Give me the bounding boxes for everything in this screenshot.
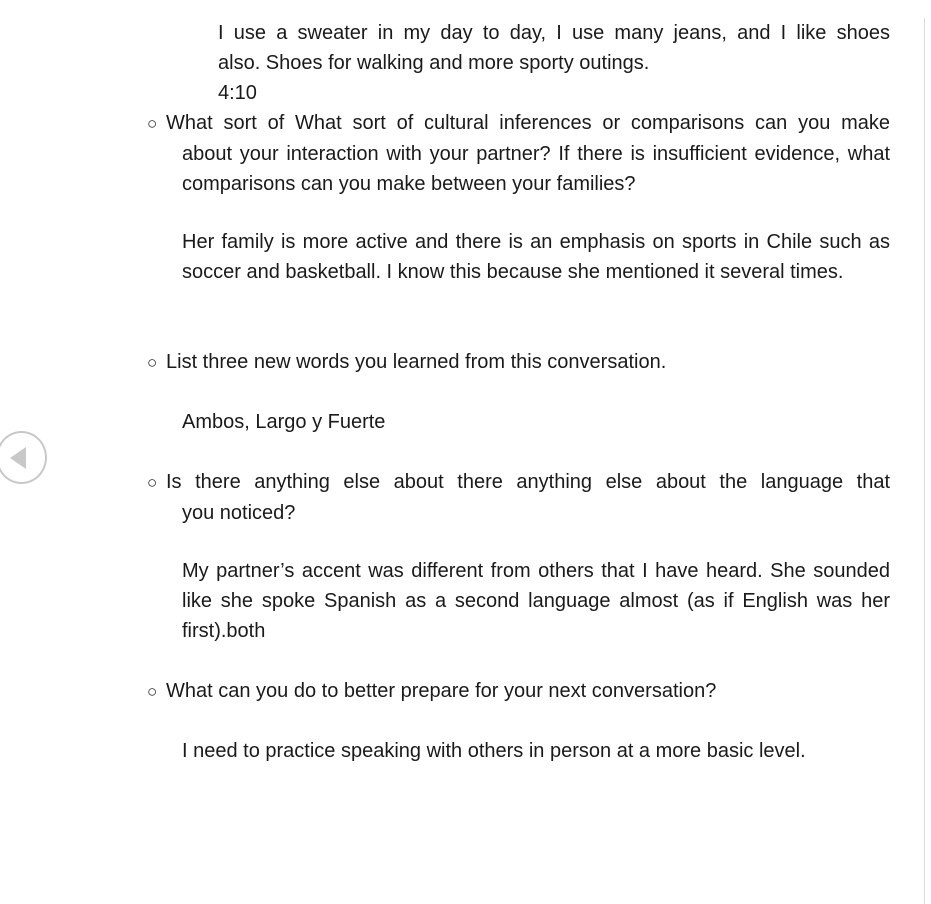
answer-3: My partner’s accent was different from others that I have heard. She sounded like she spoke Spanish as a second language almost (as if English was her first).both: [182, 560, 890, 642]
bullet-icon: ○: [147, 114, 158, 133]
answer-4: I need to practice speaking with others in person at a more basic level.: [182, 740, 806, 762]
chevron-left-icon: [6, 445, 30, 471]
intro-paragraph: [218, 18, 890, 78]
answer-2: Ambos, Largo y Fuerte: [182, 411, 386, 433]
question-3: [147, 467, 890, 528]
question-1-text: What sort of What sort of cultural inferences or comparisons can you make: [166, 112, 890, 134]
question-3-text: Is there anything else about there anything else about the language that: [166, 471, 890, 493]
page-edge-divider: [924, 18, 925, 904]
question-1-continuation: about your interaction with your partner? If there is insufficient evidence, what comparisons can you make between your families?: [182, 143, 890, 195]
question-3-continuation: you noticed?: [182, 502, 296, 524]
question-1-first-line: [147, 108, 890, 139]
question-3-first-line: [147, 467, 890, 498]
bullet-icon: ○: [147, 353, 158, 372]
bullet-icon: ○: [147, 682, 158, 701]
answer-1: Her family is more active and there is an emphasis on sports in Chile such as soccer and basketball. I know this because she mentioned it several times.: [182, 231, 890, 283]
question-1: [147, 108, 890, 199]
intro-line-1: I use a sweater in my day to day, I use many jeans, and I like shoes: [218, 22, 890, 44]
question-4: [147, 676, 890, 707]
bullet-icon: ○: [147, 473, 158, 492]
timestamp: 4:10: [218, 82, 257, 104]
question-2: [147, 347, 890, 378]
question-2-first-line: [147, 347, 890, 378]
previous-page-button[interactable]: [0, 431, 47, 484]
intro-line-2: also. Shoes for walking and more sporty outings.: [218, 52, 650, 74]
question-2-text: List three new words you learned from this conversation.: [166, 351, 667, 373]
question-4-text: What can you do to better prepare for your next conversation?: [166, 680, 717, 702]
question-4-first-line: [147, 676, 890, 707]
